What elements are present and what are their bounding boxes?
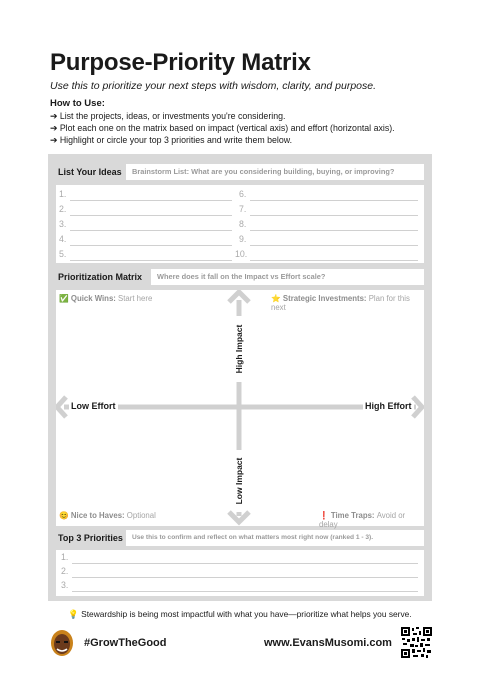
how-to-step: ➔ Plot each one on the matrix based on impact (vertical axis) and effort (horizontal axis). [50, 123, 395, 133]
matrix-prompt: Where does it fall on the Impact vs Effort scale? [151, 269, 424, 285]
avatar [47, 627, 77, 661]
how-to-heading: How to Use: [50, 98, 105, 109]
strategic-quadrant: ⭐ Strategic Investments: Plan for this next [271, 294, 410, 312]
matrix-label: Prioritization Matrix [58, 272, 143, 282]
idea-number: 7. [239, 204, 247, 214]
idea-line[interactable] [70, 260, 232, 261]
idea-number: 1. [59, 189, 67, 199]
ideas-label: List Your Ideas [58, 167, 122, 177]
star-icon: ⭐ [271, 294, 281, 303]
idea-number: 8. [239, 219, 247, 229]
idea-line[interactable] [70, 230, 232, 231]
idea-line[interactable] [250, 260, 418, 261]
high-impact-label: High Impact [234, 316, 244, 382]
priority-line[interactable] [72, 577, 418, 578]
nice-to-haves-quadrant: 😊 Nice to Haves: Optional [59, 511, 156, 520]
stewardship-note: 💡 Stewardship is being most impactful with what you have—prioritize what helps you serve. [68, 609, 412, 619]
priority-number: 3. [61, 580, 69, 590]
idea-line[interactable] [70, 200, 232, 201]
priority-number: 2. [61, 566, 69, 576]
idea-line[interactable] [250, 245, 418, 246]
priorities-prompt: Use this to confirm and reflect on what matters most right now (ranked 1 - 3). [126, 530, 424, 546]
website-link[interactable]: www.EvansMusomi.com [264, 637, 392, 649]
check-icon: ✅ [59, 294, 69, 303]
priorities-panel [56, 550, 424, 596]
ideas-panel [56, 185, 424, 263]
quick-wins-quadrant: ✅ Quick Wins: Start here [59, 294, 153, 303]
qr-code-icon[interactable] [401, 627, 432, 658]
idea-number: 6. [239, 189, 247, 199]
page-subtitle: Use this to prioritize your next steps with wisdom, clarity, and purpose. [50, 80, 377, 92]
idea-line[interactable] [250, 215, 418, 216]
priorities-label: Top 3 Priorities [58, 533, 123, 543]
low-effort-label: Low Effort [71, 401, 116, 411]
exclamation-icon: ❗ [319, 511, 329, 520]
idea-number: 2. [59, 204, 67, 214]
matrix-panel [56, 290, 424, 529]
idea-line[interactable] [70, 215, 232, 216]
worksheet-frame [48, 154, 432, 601]
page-title: Purpose-Priority Matrix [50, 49, 311, 76]
priority-number: 1. [61, 552, 69, 562]
idea-number: 4. [59, 234, 67, 244]
smile-icon: 😊 [59, 511, 69, 520]
idea-line[interactable] [250, 200, 418, 201]
idea-number: 10. [235, 249, 248, 259]
low-impact-label: Low Impact [234, 450, 244, 512]
how-to-step: ➔ List the projects, ideas, or investments you're considering. [50, 111, 286, 121]
how-to-step: ➔ Highlight or circle your top 3 priorities and write them below. [50, 135, 293, 145]
idea-number: 3. [59, 219, 67, 229]
priority-line[interactable] [72, 563, 418, 564]
idea-line[interactable] [70, 245, 232, 246]
ideas-prompt: Brainstorm List: What are you considering building, buying, or improving? [126, 164, 424, 180]
time-traps-quadrant: ❗ Time Traps: Avoid or delay [319, 511, 406, 529]
idea-line[interactable] [250, 230, 418, 231]
high-effort-label: High Effort [365, 401, 412, 411]
lightbulb-icon: 💡 [68, 609, 79, 619]
hashtag: #GrowTheGood [84, 637, 167, 649]
idea-number: 9. [239, 234, 247, 244]
priority-line[interactable] [72, 591, 418, 592]
idea-number: 5. [59, 249, 67, 259]
